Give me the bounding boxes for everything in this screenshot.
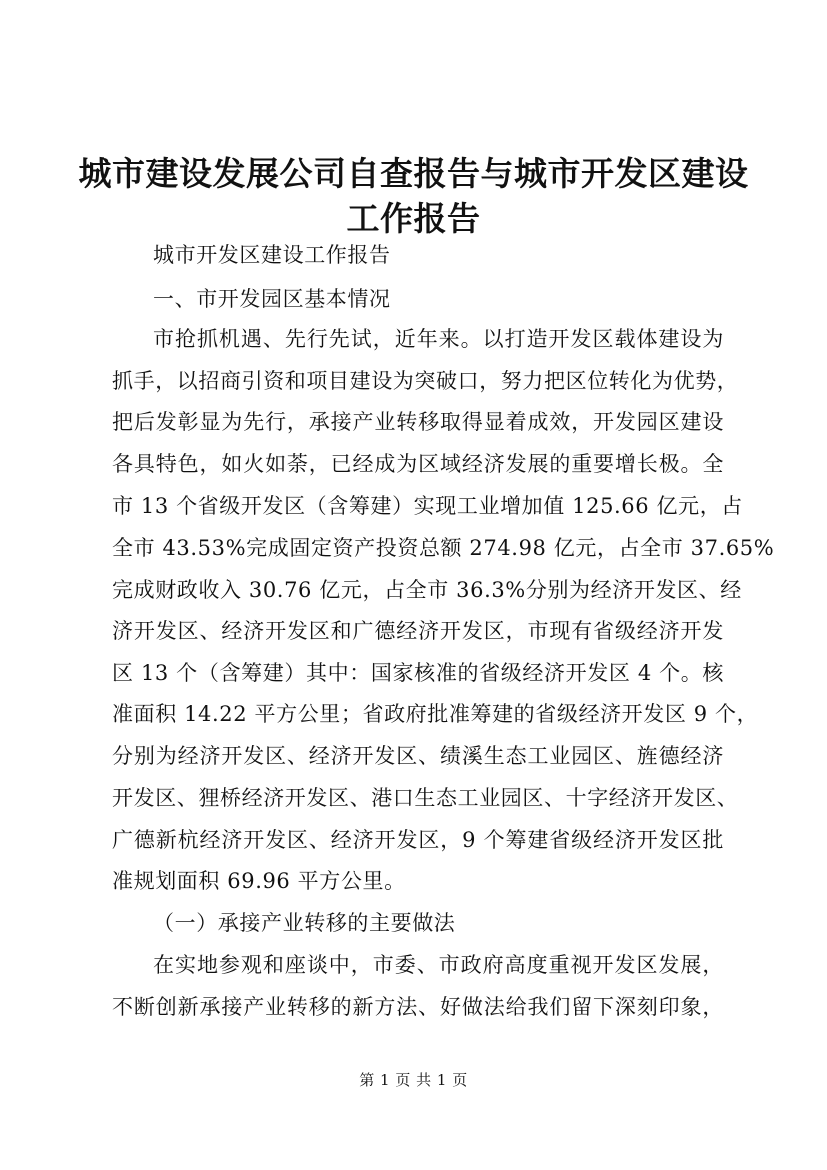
page-number-footer: 第 1 页 共 1 页 xyxy=(359,1071,468,1089)
section-heading-1: 一、市开发园区基本情况 xyxy=(153,287,391,311)
paragraph-line: 抓手，以招商引资和项目建设为突破口，努力把区位转化为优势， xyxy=(112,369,739,393)
paragraph-line: 把后发彰显为先行，承接产业转移取得显着成效，开发园区建设 xyxy=(112,410,724,434)
paragraph-line: 各具特色，如火如荼，已经成为区域经济发展的重要增长极。全 xyxy=(112,452,724,476)
document-title-line-2: 工作报告 xyxy=(346,199,481,238)
paragraph-line: 广德新杭经济开发区、经济开发区，9 个筹建省级经济开发区批 xyxy=(112,828,724,852)
section-heading-2: （一）承接产业转移的主要做法 xyxy=(153,911,456,935)
paragraph-line: 市抢抓机遇、先行先试，近年来。以打造开发区载体建设为 xyxy=(153,327,724,351)
paragraph-line: 开发区、狸桥经济开发区、港口生态工业园区、十字经济开发区、 xyxy=(112,786,739,810)
paragraph-line-last: 准规划面积 69.96 平方公里。 xyxy=(112,869,406,893)
paragraph-line: 在实地参观和座谈中，市委、市政府高度重视开发区发展， xyxy=(153,953,724,977)
paragraph-line: 准面积 14.22 平方公里；省政府批准筹建的省级经济开发区 9 个， xyxy=(112,702,759,726)
document-title-line-1: 城市建设发展公司自查报告与城市开发区建设 xyxy=(78,154,749,193)
paragraph-line: 分别为经济开发区、经济开发区、绩溪生态工业园区、旌德经济 xyxy=(112,744,724,768)
paragraph-line: 完成财政收入 30.76 亿元，占全市 36.3%分别为经济开发区、经 xyxy=(112,578,742,602)
paragraph-line: 全市 43.53%完成固定资产投资总额 274.98 亿元，占全市 37.65% xyxy=(112,536,775,560)
paragraph-line: 不断创新承接产业转移的新方法、好做法给我们留下深刻印象， xyxy=(112,995,724,1019)
paragraph-line: 济开发区、经济开发区和广德经济开发区，市现有省级经济开发 xyxy=(112,619,724,643)
subtitle-heading: 城市开发区建设工作报告 xyxy=(153,243,391,267)
paragraph-line: 市 13 个省级开发区（含筹建）实现工业增加值 125.66 亿元，占 xyxy=(112,494,743,518)
paragraph-line: 区 13 个（含筹建）其中：国家核准的省级经济开发区 4 个。核 xyxy=(112,661,724,685)
